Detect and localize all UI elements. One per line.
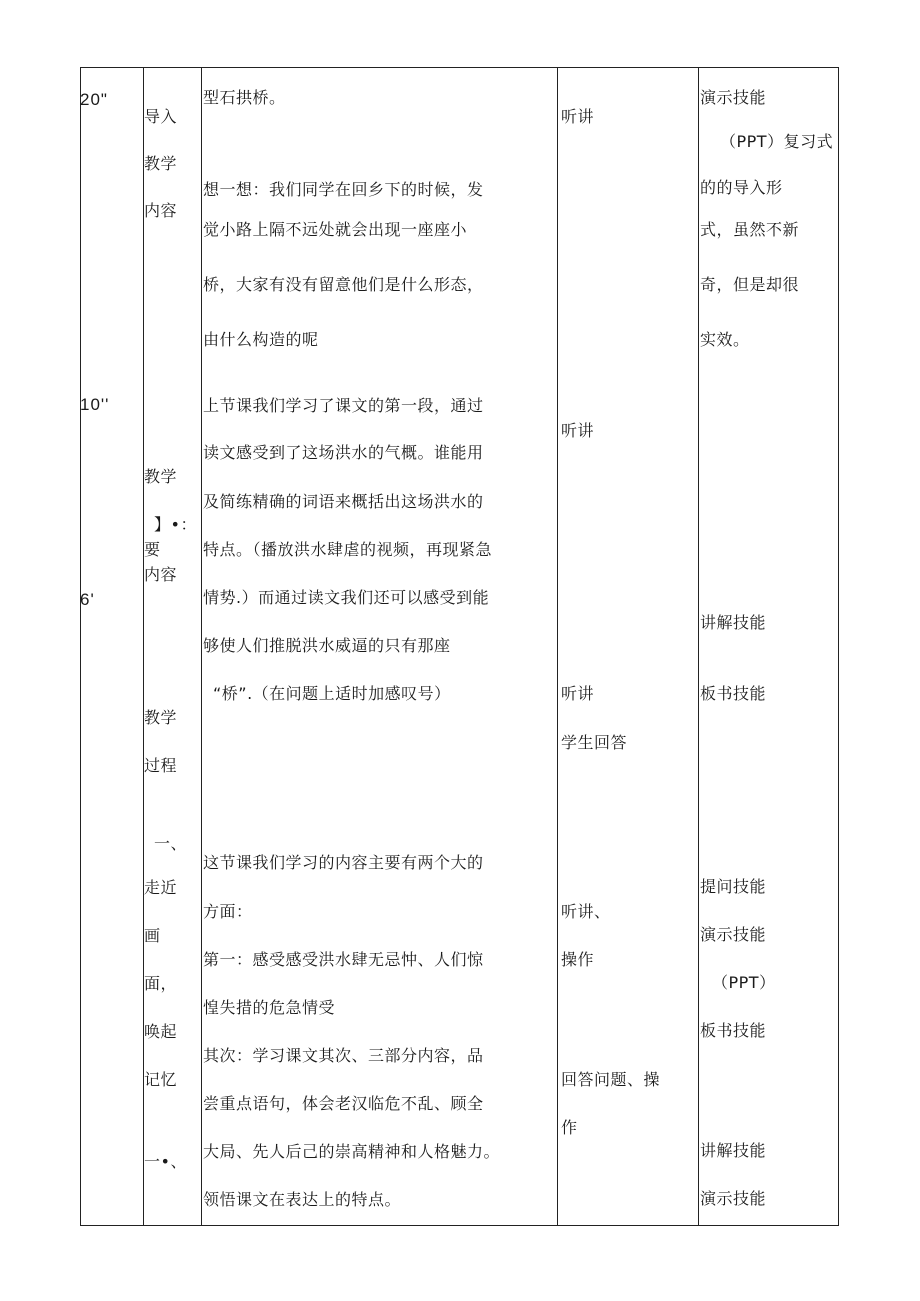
column-divider bbox=[143, 68, 144, 1225]
student-activity: 作 bbox=[561, 1118, 578, 1137]
content-line: 上节课我们学习了课文的第一段，通过 bbox=[203, 396, 484, 415]
student-activity: 回答问题、操 bbox=[561, 1070, 661, 1089]
student-activity: 听讲 bbox=[561, 421, 595, 440]
section-label: 教学 bbox=[144, 154, 178, 173]
column-divider bbox=[557, 68, 558, 1225]
teaching-skill: 奇，但是却很 bbox=[700, 275, 800, 294]
teaching-skill: 讲解技能 bbox=[700, 613, 767, 632]
time-label: 6' bbox=[80, 590, 95, 609]
teaching-skill: 提问技能 bbox=[700, 877, 767, 896]
column-divider bbox=[201, 68, 202, 1225]
content-line: 觉小路上隔不远处就会出现一座座小 bbox=[203, 220, 468, 239]
content-line: “桥”.（在问题上适时加感叹号） bbox=[213, 684, 451, 703]
student-activity: 操作 bbox=[561, 950, 595, 969]
content-line: 这节课我们学习的内容主要有两个大的 bbox=[203, 853, 484, 872]
section-label: 面， bbox=[144, 974, 178, 993]
content-line: 领悟课文在表达上的特点。 bbox=[203, 1190, 402, 1209]
content-line: 方面： bbox=[203, 902, 253, 921]
section-label: 教学 bbox=[144, 467, 178, 486]
section-label: 一、 bbox=[154, 834, 188, 853]
section-label: 走近 bbox=[144, 878, 178, 897]
content-line: 够使人们推脱洪水威逼的只有那座 bbox=[203, 636, 451, 655]
time-label: 20" bbox=[80, 90, 108, 109]
teaching-skill: 实效。 bbox=[700, 330, 750, 349]
content-line: 尝重点语句，体会老汉临危不乱、顾全 bbox=[203, 1094, 484, 1113]
content-line: 桥，大家有没有留意他们是什么形态， bbox=[203, 275, 484, 294]
time-label: 10'' bbox=[80, 395, 110, 414]
section-label: 教学 bbox=[144, 708, 178, 727]
section-label: 导入 bbox=[144, 107, 178, 126]
teaching-skill: 演示技能 bbox=[700, 925, 767, 944]
section-label: 记忆 bbox=[144, 1070, 178, 1089]
section-label: 过程 bbox=[144, 756, 178, 775]
student-activity: 听讲 bbox=[561, 684, 595, 703]
student-activity: 听讲、 bbox=[561, 902, 611, 921]
content-line: 情势.）而通过读文我们还可以感受到能 bbox=[203, 588, 490, 607]
content-line: 读文感受到了这场洪水的气概。谁能用 bbox=[203, 443, 484, 462]
content-line: 特点。（播放洪水肆虐的视频，再现紧急 bbox=[203, 540, 493, 559]
section-label: 内容 bbox=[144, 201, 178, 220]
teaching-skill: （PPT）复习式 bbox=[720, 132, 834, 151]
section-label: 要 bbox=[144, 540, 161, 559]
content-line: 想一想：我们同学在回乡下的时候，发 bbox=[203, 180, 484, 199]
content-line: 大局、先人后己的崇高精神和人格魅力。 bbox=[203, 1142, 501, 1161]
content-line: 型石拱桥。 bbox=[203, 88, 286, 107]
section-label: 唤起 bbox=[144, 1022, 178, 1041]
teaching-skill: 的的导入形 bbox=[700, 178, 783, 197]
content-line: 其次：学习课文其次、三部分内容，品 bbox=[203, 1046, 484, 1065]
section-label: 】•： bbox=[154, 515, 197, 534]
student-activity: 听讲 bbox=[561, 107, 595, 126]
teaching-skill: 板书技能 bbox=[700, 1021, 767, 1040]
teaching-skill: 讲解技能 bbox=[700, 1141, 767, 1160]
content-line: 及简练精确的词语来概括出这场洪水的 bbox=[203, 492, 484, 511]
content-line: 惶失措的危急情受 bbox=[203, 998, 336, 1017]
teaching-skill: 演示技能 bbox=[700, 88, 767, 107]
content-line: 由什么构造的呢 bbox=[203, 330, 319, 349]
teaching-skill: 板书技能 bbox=[700, 684, 767, 703]
section-label: 内容 bbox=[144, 565, 178, 584]
teaching-skill: 式，虽然不新 bbox=[700, 220, 800, 239]
section-label: 画 bbox=[144, 926, 161, 945]
teaching-skill: （PPT） bbox=[712, 973, 776, 992]
teaching-skill: 演示技能 bbox=[700, 1189, 767, 1208]
section-label: 一•、 bbox=[144, 1152, 187, 1171]
student-activity: 学生回答 bbox=[561, 733, 628, 752]
column-divider bbox=[698, 68, 699, 1225]
content-line: 第一：感受感受洪水肆无忌忡、人们惊 bbox=[203, 950, 484, 969]
